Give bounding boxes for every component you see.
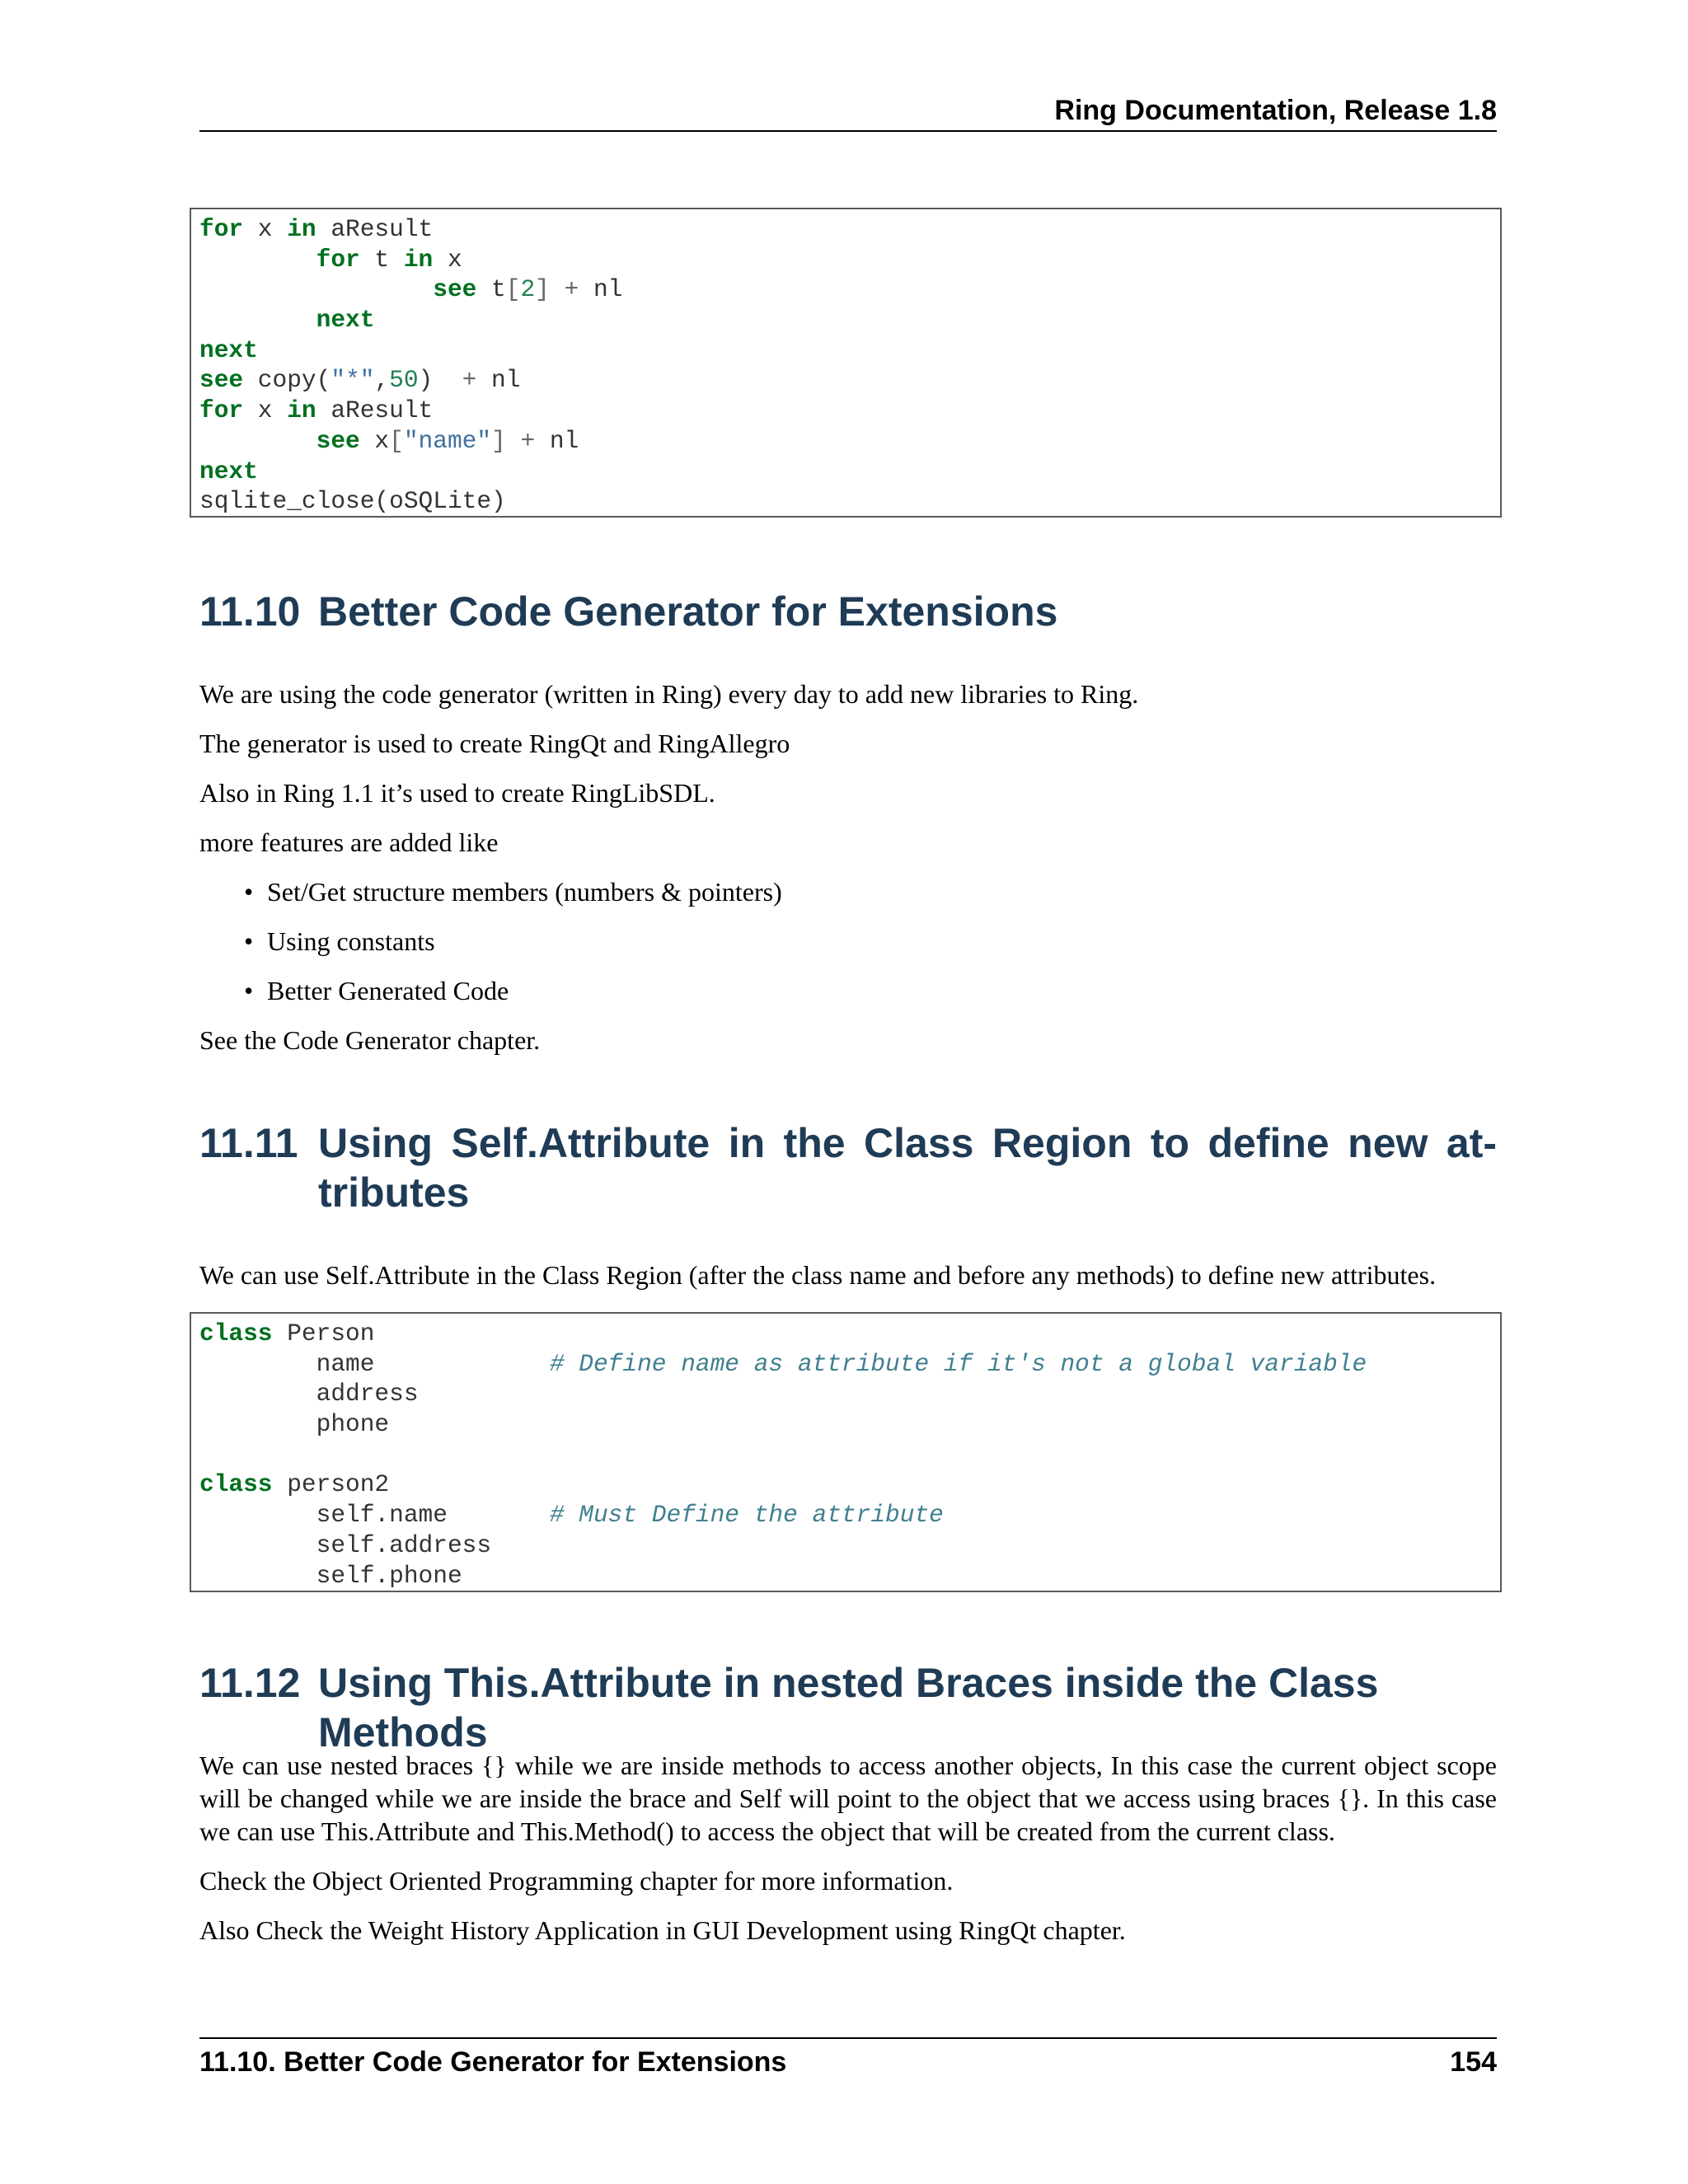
code-token: for [316,245,360,274]
code-token: + [564,275,579,304]
code-token: person2 [272,1470,390,1499]
code-line [199,1530,1500,1561]
paragraph: See the Code Generator chapter. [199,1025,541,1055]
section-number: 11.12 [199,1660,301,1706]
bullet-marker: • [244,976,254,1005]
code-token: ) [418,366,462,395]
code-token: nl [535,426,579,455]
paragraph: Also Check the Weight History Application in GUI Development using RingQt chapter. [199,1915,1126,1945]
footer-section-title: 11.10. Better Code Generator for Extensions [199,2046,787,2078]
header-rule [199,130,1497,132]
section-heading-text: Using This.Attribute in nested Braces inside the Class Methods [318,1660,1379,1755]
paragraph: We can use Self.Attribute in the Class Region (after the class name and before any methods) to define new attributes. [199,1260,1437,1290]
code-token: x [243,215,288,243]
code-token: [ [389,426,404,455]
code-line [199,1440,1500,1470]
code-token: next [199,335,258,364]
code-line [199,1500,1500,1530]
section-heading-text: Better Code Generator for Extensions [318,588,1058,635]
code-token: self.name [199,1501,550,1530]
paragraph: We can use nested braces {} while we are inside methods to access another objects, In this case the current object scope will be changed while we are inside the brace and Self will point to the object that we access using braces {}. In this case we can use This.Attribute and This.Method() to access the object that will be created from the current class. [199,1750,1497,1846]
code-token: phone [199,1410,390,1439]
code-token [199,246,316,274]
code-line [199,1561,1500,1591]
code-token: x [359,426,390,455]
code-line [199,274,1500,305]
code-token: # Must Define the attribute [549,1501,944,1530]
code-token: t [359,245,404,274]
code-token: self.phone [199,1561,462,1590]
section-title-11-11 [199,1118,1497,1217]
code-token: Person [272,1319,375,1347]
code-token: in [287,396,316,425]
code-line [199,1469,1500,1500]
section-number: 11.11 [199,1120,298,1166]
code-token: 50 [389,366,419,395]
section-heading-text-continued: tributes [318,1169,470,1216]
code-token [199,275,433,303]
code-line [199,1319,1500,1349]
code-line [199,426,1500,457]
section-title-11-12 [199,1658,1497,1755]
code-line [199,245,1500,275]
code-token: sqlite_close(oSQLite) [199,487,506,516]
code-token: name [199,1349,550,1378]
code-token: aResult [316,215,434,243]
code-token: address [199,1380,419,1408]
code-token [199,427,316,455]
bullet-marker: • [244,926,254,956]
code-token: see [199,366,244,395]
code-line [199,1349,1500,1380]
paragraph: Also in Ring 1.1 it’s used to create RingLibSDL. [199,778,715,808]
code-line [199,1409,1500,1440]
code-token: "name" [403,426,492,455]
code-line [199,214,1500,245]
code-token: aResult [316,396,434,425]
code-token: 2 [520,275,536,304]
code-block-class-attributes [190,1312,1502,1592]
footer-rule [199,2037,1497,2039]
code-line [199,396,1500,426]
code-token: see [316,426,360,455]
code-token: for [199,215,244,243]
code-line [199,1379,1500,1409]
paragraph: The generator is used to create RingQt and RingAllegro [199,729,790,758]
list-item-text: Using constants [267,926,435,956]
bullet-marker: • [244,877,254,907]
running-header: Ring Documentation, Release 1.8 [1054,95,1497,126]
code-token: + [520,426,536,455]
code-token: class [199,1319,273,1347]
code-token: see [433,275,477,304]
paragraph: more features are added like [199,827,499,857]
code-token: self.address [199,1530,492,1559]
code-token: [ [505,275,521,304]
paragraph: We are using the code generator (written in Ring) every day to add new libraries to Ring. [199,679,1139,709]
code-token: ] [535,275,550,304]
code-line [199,486,1500,517]
code-line [199,457,1500,487]
code-token: + [462,366,477,395]
section-heading-text: Using Self.Attribute in the Class Region to define new at- [318,1120,1497,1166]
list-item-text: Set/Get structure members (numbers & pointers) [267,877,782,907]
code-token: x [243,396,288,425]
code-line [199,335,1500,366]
code-token: "*" [331,366,375,395]
section-number: 11.10 [199,588,301,635]
list-item-text: Better Generated Code [267,976,509,1005]
section-title-11-10 [199,587,1497,636]
code-token: ] [491,426,506,455]
code-token: t [476,275,506,304]
page-number: 154 [1450,2046,1497,2078]
code-block-sqlite [190,208,1502,518]
code-token [550,275,565,303]
code-token: next [199,457,258,485]
code-token: class [199,1470,273,1499]
code-line [199,365,1500,396]
code-token: in [403,245,434,274]
code-token [506,427,521,455]
code-token: x [433,245,462,274]
code-token: nl [579,275,623,304]
code-token: copy( [243,366,331,395]
code-token: , [374,366,390,395]
code-line [199,305,1500,335]
code-token [199,306,316,334]
code-token: next [316,306,375,335]
code-token: # Define name as attribute if it's not a global variable [549,1349,1367,1378]
code-token: nl [476,366,521,395]
paragraph: Check the Object Oriented Programming chapter for more information. [199,1866,954,1896]
code-token: in [287,215,316,243]
code-token: for [199,396,244,425]
